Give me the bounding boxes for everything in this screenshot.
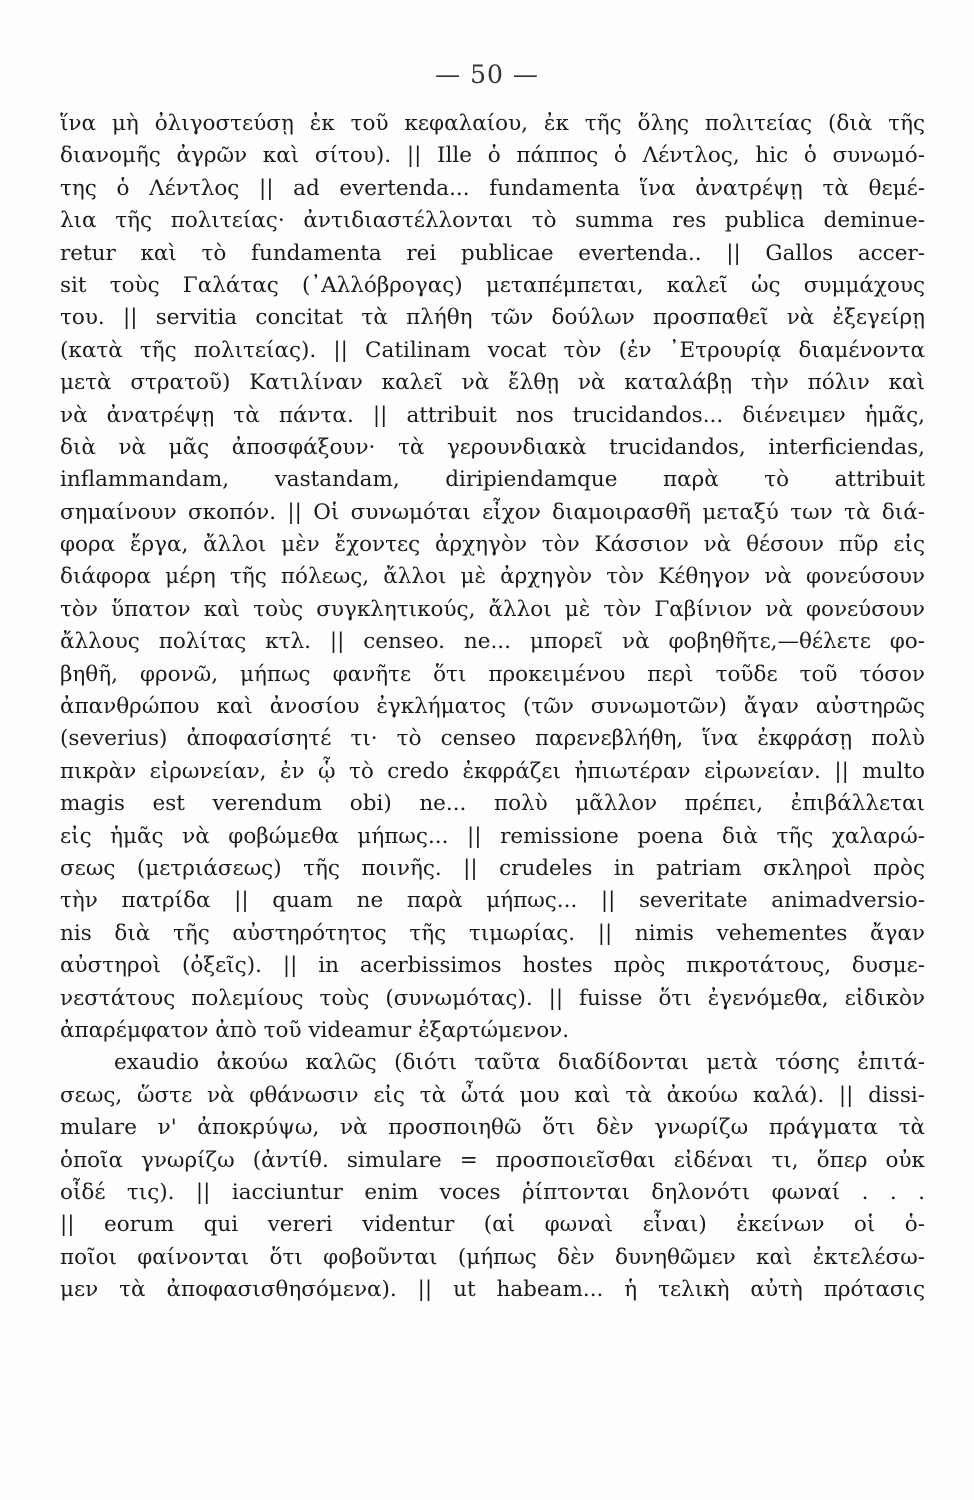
text-line: ἄλλους πολίτας κτλ. || censeo. ne... μπορεῖ νὰ φοβηθῆτε,—θέλετε φο-	[60, 629, 925, 655]
text-line: διάφορα μέρη τῆς πόλεως, ἄλλοι μὲ ἀρχηγὸν τὸν Κέθηγον νὰ φονεύσουν	[60, 564, 925, 590]
text-line: οἶδέ τις). || iacciuntur enim voces ῥίπτονται δηλονότι φωναί . . .	[60, 1179, 925, 1205]
text-line: λια τῆς πολιτείας· ἀντιδιαστέλλονται τὸ summa res publica deminue-	[60, 208, 925, 234]
text-line: νὰ ἀνατρέψῃ τὰ πάντα. || attribuit nos trucidandos... διένειμεν ἡμᾶς,	[60, 402, 925, 428]
text-line: μεν τὰ ἀποφασισθησόμενα). || ut habeam... ἡ τελικὴ αὐτὴ πρότασις	[60, 1277, 925, 1303]
text-line: exaudio ἀκούω καλῶς (διότι ταῦτα διαδίδονται μετὰ τόσης ἐπιτά-	[114, 1050, 925, 1076]
text-line: ἀπανθρώπου καὶ ἀνοσίου ἐγκλήματος (τῶν συνωμοτῶν) ἄγαν αὐστηρῶς	[60, 694, 925, 720]
text-line: ποῖοι φαίνονται ὅτι φοβοῦνται (μήπως δὲν δυνηθῶμεν καὶ ἐκτελέσω-	[60, 1244, 925, 1270]
text-line: retur καὶ τὸ fundamenta rei publicae evertenda.. || Gallos accer-	[60, 240, 925, 266]
text-line: φορα ἔργα, ἄλλοι μὲν ἔχοντες ἀρχηγὸν τὸν Κάσσιον νὰ θέσουν πῦρ εἰς	[60, 532, 925, 558]
text-line: μετὰ στρατοῦ) Κατιλίναν καλεῖ νὰ ἔλθῃ νὰ καταλάβῃ τὴν πόλιν καὶ	[60, 370, 925, 396]
text-line: magis est verendum obi) ne... πολὺ μᾶλλον πρέπει, ἐπιβάλλεται	[60, 791, 925, 817]
text-line: νεστάτους πολεμίους τοὺς (συνωμότας). || fuisse ὅτι ἐγενόμεθα, εἰδικὸν	[60, 985, 925, 1011]
text-line: (severius) ἀποφασίσητέ τι· τὸ censeo παρενεβλήθη, ἵνα ἐκφράσῃ πολὺ	[60, 726, 925, 752]
text-line: βηθῆ, φρονῶ, μήπως φανῆτε ὅτι προκειμένου περὶ τοῦδε τοῦ τόσον	[60, 661, 925, 687]
text-line: τὴν πατρίδα || quam ne παρὰ μήπως... || severitate animadversio-	[60, 888, 925, 914]
text-line: διὰ νὰ μᾶς ἀποσφάξουν· τὰ γερουνδιακὰ trucidandos, interficiendas,	[60, 434, 925, 460]
text-line: ἀπαρέμφατον ἀπὸ τοῦ videamur ἐξαρτώμενον.	[60, 1017, 570, 1043]
body-text	[60, 108, 925, 1306]
text-line: εἰς ἡμᾶς νὰ φοβώμεθα μήπως... || remissione poena διὰ τῆς χαλαρώ-	[60, 823, 925, 849]
text-line: της ὁ Λέντλος || ad evertenda... fundamenta ἵνα ἀνατρέψῃ τὰ θεμέ-	[60, 175, 925, 201]
text-line: αὐστηροὶ (ὀξεῖς). || in acerbissimos hostes πρὸς πικροτάτους, δυσμε-	[60, 953, 925, 979]
text-line: nis διὰ τῆς αὐστηρότητος τῆς τιμωρίας. || nimis vehementes ἄγαν	[60, 920, 925, 946]
text-line: σεως (μετριάσεως) τῆς ποινῆς. || crudeles in patriam σκληροὶ πρὸς	[60, 855, 925, 881]
text-line: τὸν ὕπατον καὶ τοὺς συγκλητικούς, ἄλλοι μὲ τὸν Γαβίνιον νὰ φονεύσουν	[60, 596, 925, 622]
text-line: του. || servitia concitat τὰ πλήθη τῶν δούλων προσπαθεῖ νὰ ἐξεγείρῃ	[60, 305, 925, 331]
text-line: mulare ν' ἀποκρύψω, νὰ προσποιηθῶ ὅτι δὲν γνωρίζω πράγματα τὰ	[60, 1115, 925, 1141]
text-line: inflammandam, vastandam, diripiendamque παρὰ τὸ attribuit	[60, 467, 925, 493]
text-line: πικρὰν εἰρωνείαν, ἐν ᾧ τὸ credo ἐκφράζει ἠπιωτέραν εἰρωνείαν. || multo	[60, 758, 925, 784]
text-line: sit τοὺς Γαλάτας (᾿Αλλόβρογας) μεταπέμπεται, καλεῖ ὡς συμμάχους	[60, 272, 925, 298]
text-line: ὁποῖα γνωρίζω (ἀντίθ. simulare = προσποιεῖσθαι εἰδέναι τι, ὅπερ οὐκ	[60, 1147, 925, 1173]
text-line: σημαίνουν σκοπόν. || Οἱ συνωμόται εἶχον διαμοιρασθῆ μεταξύ των τὰ διά-	[60, 499, 925, 525]
text-line: (κατὰ τῆς πολιτείας). || Catilinam vocat τὸν (ἐν ᾿Ετρουρίᾳ διαμένοντα	[60, 337, 925, 363]
text-line: διανομῆς ἀγρῶν καὶ σίτου). || Ille ὁ πάππος ὁ Λέντλος, hic ὁ συνωμό-	[60, 143, 925, 169]
page-number: — 50 —	[435, 60, 539, 89]
text-line: ἵνα μὴ ὀλιγοστεύσῃ ἐκ τοῦ κεφαλαίου, ἐκ τῆς ὅλης πολιτείας (διὰ τῆς	[60, 111, 925, 136]
text-line: || eorum qui vereri videntur (αἱ φωναὶ εἶναι) ἐκείνων οἱ ὁ-	[60, 1212, 925, 1238]
text-line: σεως, ὥστε νὰ φθάνωσιν εἰς τὰ ὦτά μου καὶ τὰ ἀκούω καλά). || dissi-	[60, 1082, 925, 1108]
